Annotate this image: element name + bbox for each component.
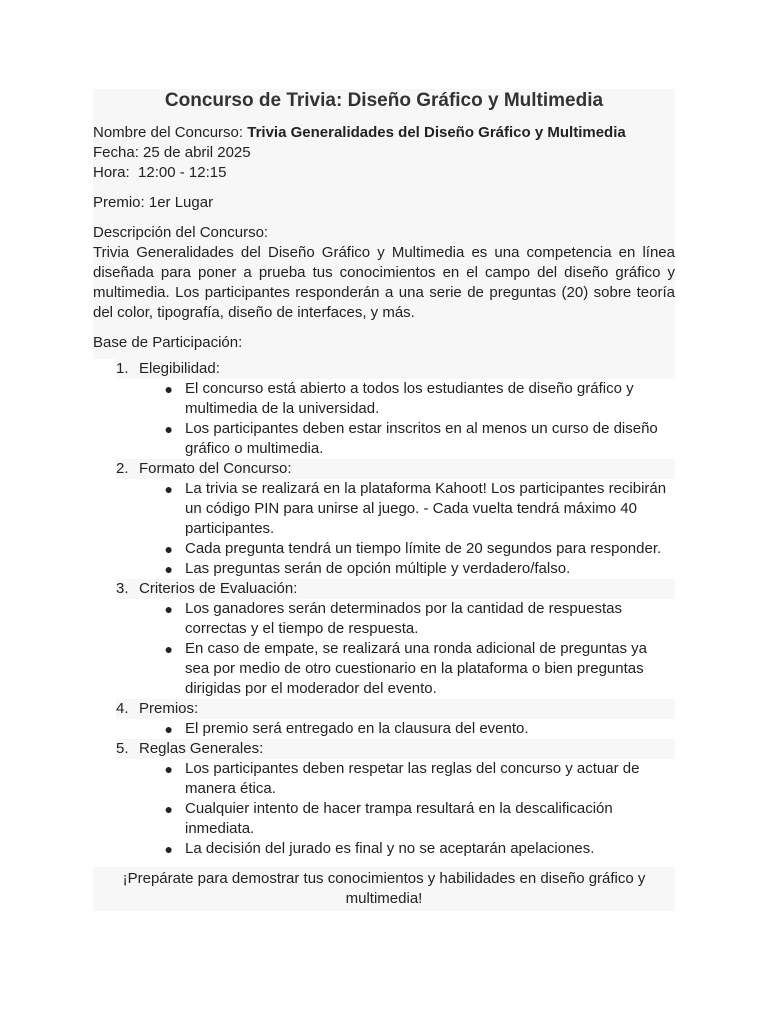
date-label: Fecha: [93, 144, 139, 161]
rule-heading [116, 359, 675, 379]
bullet-icon: ● [164, 481, 173, 497]
rule-number: 5. [116, 740, 129, 757]
page-title: Concurso de Trivia: Diseño Gráfico y Multimedia [164, 90, 604, 111]
bullet-item [93, 539, 675, 559]
bullet-item [93, 759, 675, 799]
bullet-icon: ● [164, 541, 173, 557]
bullet-item [93, 719, 675, 739]
bullet-text: La trivia se realizará en la plataforma Kahoot! Los participantes recibirán un código PIN para unirse al juego. - Cada vuelta tendrá máximo 40 participantes. [185, 480, 667, 537]
bullet-icon: ● [164, 761, 173, 777]
rule-bullets [93, 479, 675, 579]
prize-value: 1er Lugar [148, 194, 214, 211]
bullet-icon: ● [164, 721, 173, 737]
bullet-text: Los participantes deben estar inscritos en al menos un curso de diseño gráfico o multimedia. [185, 420, 658, 457]
rule-item [93, 699, 675, 739]
date-line [93, 143, 675, 163]
rules-list [93, 359, 675, 859]
bullet-text: El concurso está abierto a todos los estudiantes de diseño gráfico y multimedia de la universidad. [185, 380, 634, 417]
rule-number: 3. [116, 580, 129, 597]
contest-name-line [93, 123, 675, 143]
bullet-item [93, 559, 675, 579]
rule-number: 2. [116, 460, 129, 477]
rule-heading [116, 699, 675, 719]
bullet-icon: ● [164, 561, 173, 577]
rule-item [93, 459, 675, 579]
rule-item [93, 579, 675, 699]
date-value: 25 de abril 2025 [143, 144, 251, 161]
bullet-item [93, 419, 675, 459]
rule-bullets [93, 759, 675, 859]
bullet-item [93, 479, 675, 539]
bullet-text: Cualquier intento de hacer trampa resultará en la descalificación inmediata. [185, 800, 613, 837]
description-label: Descripción del Concurso: [93, 224, 269, 241]
bullet-item [93, 599, 675, 639]
rule-bullets [93, 599, 675, 699]
bullet-text: El premio será entregado en la clausura del evento. [185, 720, 529, 737]
prize-label: Premio: [93, 194, 145, 211]
rule-title: Formato del Concurso: [139, 460, 292, 477]
contest-name-label: Nombre del Concurso: [93, 124, 244, 141]
description-text: Trivia Generalidades del Diseño Gráfico y Multimedia es una competencia en línea diseñada para poner a prueba tus conocimientos en el campo del diseño gráfico y multimedia. Los participantes responderán a una serie de preguntas (20) sobre teoría del color, tipografía, diseño de interfaces, y más. [93, 244, 675, 321]
bullet-icon: ● [164, 641, 173, 657]
rule-title: Elegibilidad: [139, 360, 220, 377]
rule-item [93, 739, 675, 859]
intro-section [93, 89, 675, 359]
bullet-item [93, 839, 675, 859]
bullet-text: La decisión del jurado es final y no se aceptarán apelaciones. [185, 840, 595, 857]
base-label: Base de Participación: [93, 334, 243, 351]
time-label: Hora: [93, 164, 130, 181]
bullet-item [93, 799, 675, 839]
bullet-icon: ● [164, 601, 173, 617]
bullet-icon: ● [164, 421, 173, 437]
bullet-text: Cada pregunta tendrá un tiempo límite de 20 segundos para responder. [185, 540, 662, 557]
bullet-icon: ● [164, 381, 173, 397]
rule-heading [116, 579, 675, 599]
rule-number: 4. [116, 700, 129, 717]
bullet-icon: ● [164, 841, 173, 857]
rule-bullets [93, 719, 675, 739]
rule-title: Criterios de Evaluación: [139, 580, 298, 597]
rule-heading [116, 459, 675, 479]
bullet-item [93, 379, 675, 419]
rule-title: Premios: [139, 700, 199, 717]
bullet-item [93, 639, 675, 699]
time-line [93, 163, 675, 183]
closing-message: ¡Prepárate para demostrar tus conocimientos y habilidades en diseño gráfico y multimedia! [93, 867, 675, 911]
rule-bullets [93, 379, 675, 459]
rule-heading [116, 739, 675, 759]
bullet-text: En caso de empate, se realizará una ronda adicional de preguntas ya sea por medio de otro cuestionario en la plataforma o bien preguntas dirigidas por el moderador del evento. [185, 640, 647, 697]
rule-item [93, 359, 675, 459]
prize-line [93, 193, 675, 213]
document-page [93, 89, 675, 911]
bullet-text: Los ganadores serán determinados por la cantidad de respuestas correctas y el tiempo de respuesta. [185, 600, 622, 637]
bullet-icon: ● [164, 801, 173, 817]
contest-name-value: Trivia Generalidades del Diseño Gráfico y Multimedia [247, 124, 626, 141]
rule-title: Reglas Generales: [139, 740, 264, 757]
contest-info [93, 123, 675, 359]
time-value: 12:00 - 12:15 [138, 164, 227, 181]
rule-number: 1. [116, 360, 129, 377]
bullet-text: Las preguntas serán de opción múltiple y verdadero/falso. [185, 560, 571, 577]
bullet-text: Los participantes deben respetar las reglas del concurso y actuar de manera ética. [185, 760, 640, 797]
